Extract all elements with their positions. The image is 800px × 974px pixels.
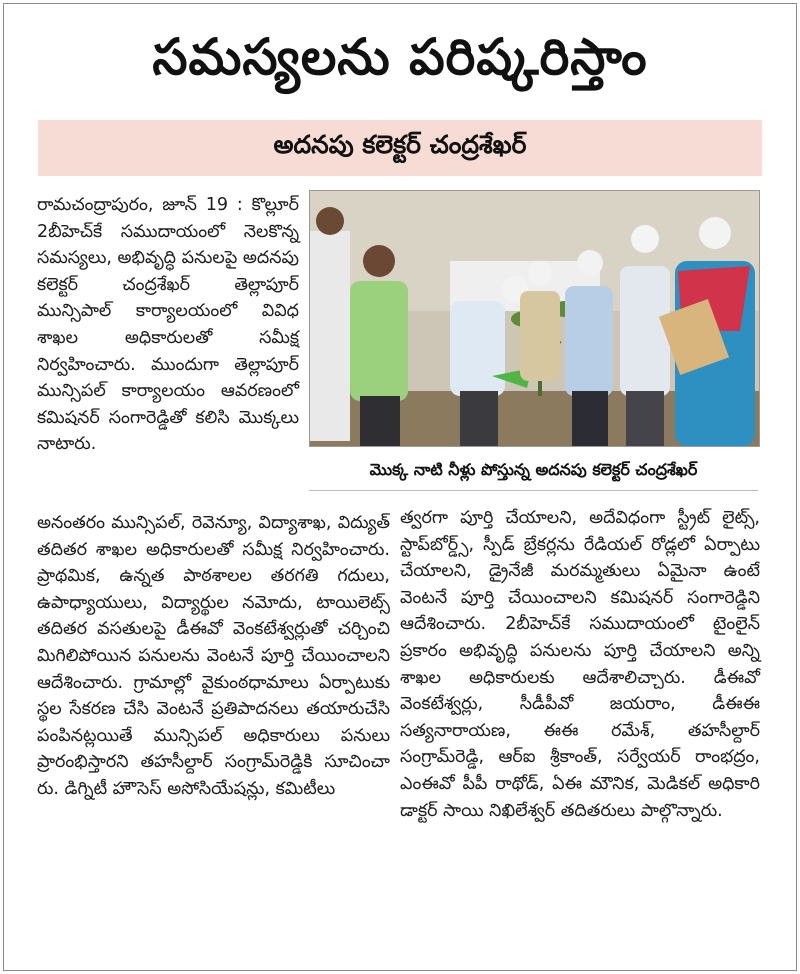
headline: సమస్యలను పరిష్కరిస్తాం bbox=[152, 28, 648, 86]
body-paragraph-1: రామచంద్రాపురం, జూన్ 19 : కొల్లూర్ 2బీహెచ్‌కే సముదాయంలో నెలకొన్న సమస్యలు, అభివృద్ధి పనులపై అదనపు కలెక్టర్ చంద్రశేఖర్ తెల్లాపూర్ మున్సిపాల్ కార్యాలయంలో వివిధ శాఖల అధికారులతో సమీక్ష నిర్వహించారు. ముందుగా తెల్లాపూర్ మున్సిపల్ కార్యాలయం ఆవరణంలో కమిషనర్ సంగారెడ్డితో కలిసి మొక్కలు నాటారు. bbox=[37, 195, 299, 455]
tree-planting-photo bbox=[310, 191, 759, 446]
body-column-left-bottom bbox=[37, 510, 390, 803]
article-photo bbox=[309, 190, 760, 447]
photo-caption: మొక్క నాటి నీళ్లు పోస్తున్న అదనపు కలెక్టర్ చంద్రశేఖర్ bbox=[309, 452, 758, 491]
subheadline-band bbox=[38, 120, 762, 176]
body-column-left-top bbox=[37, 192, 299, 458]
body-column-right bbox=[400, 505, 760, 824]
subheadline: అదనపు కలెక్టర్ చంద్రశేఖర్ bbox=[273, 130, 527, 159]
body-paragraph-2: అనంతరం మున్సిపల్, రెవెన్యూ, విద్యాశాఖ, విద్యుత్ తదితర శాఖల అధికారులతో సమీక్ష నిర్వహించారు. ప్రాథమిక, ఉన్నత పాఠశాలల తరగతి గదులు, ఉపాధ్యాయులు, విద్యార్థుల నమోదు, టాయిలెట్స్ తదితర వసతులపై డీఈవో వెంకటేశ్వర్లుతో చర్చించి మిగిలిపోయిన పనులను వెంటనే పూర్తి చేయించాలని ఆదేశించారు. గ్రామాల్లో వైకుంఠధామాలు ఏర్పాటుకు స్థల సేకరణ చేసి వెంటనే ప్రతిపాదనలు తయారుచేసి పంపినట్లయితే మున్సిపల్ అధికారులు పనులు ప్రారంభిస్తారని తహసీల్దార్ సంగ్రామ్‌రెడ్డికి సూచించా రు. డిగ్నిటీ హౌసెస్ అసోసియేషన్లు, కమిటీలు bbox=[37, 513, 390, 799]
body-paragraph-3: త్వరగా పూర్తి చేయాలని, అదేవిధంగా స్ట్రీట్ లైట్స్, స్టాప్‌బోర్డ్స్, స్పీడ్ బ్రేకర్లను రేడియల్ రోడ్లలో ఏర్పాటు చేయాలని, డ్రైనేజీ మరమ్మతులు ఏమైనా ఉంటే వెంటనే పూర్తి చేయించాలని కమిషనర్ సంగారెడ్డిని ఆదేశించారు. 2బీహెచ్‌కే సముదాయంలో టైంలైన్ ప్రకారం అభివృద్ధి పనులను పూర్తి చేయాలని అన్ని శాఖల అధికారులకు ఆదేశాలిచ్చారు. డీఈవో వెంకటేశ్వర్లు, సీడీపీవో జయరాం, డీఈఈ సత్యనారాయణ, ఈఈ రమేశ్, తహసీల్దార్ సంగ్రామ్‌రెడ్డి, ఆర్ఐ శ్రీకాంత్, సర్వేయర్ రాంభద్రం, ఎంఈవో పీపీ రాథోడ్, ఏఈ మౌనిక, మెడికల్ అధికారి డాక్టర్ సాయి నిఖిలేశ్వర్ తదితరులు పాల్గొన్నారు. bbox=[400, 508, 760, 821]
